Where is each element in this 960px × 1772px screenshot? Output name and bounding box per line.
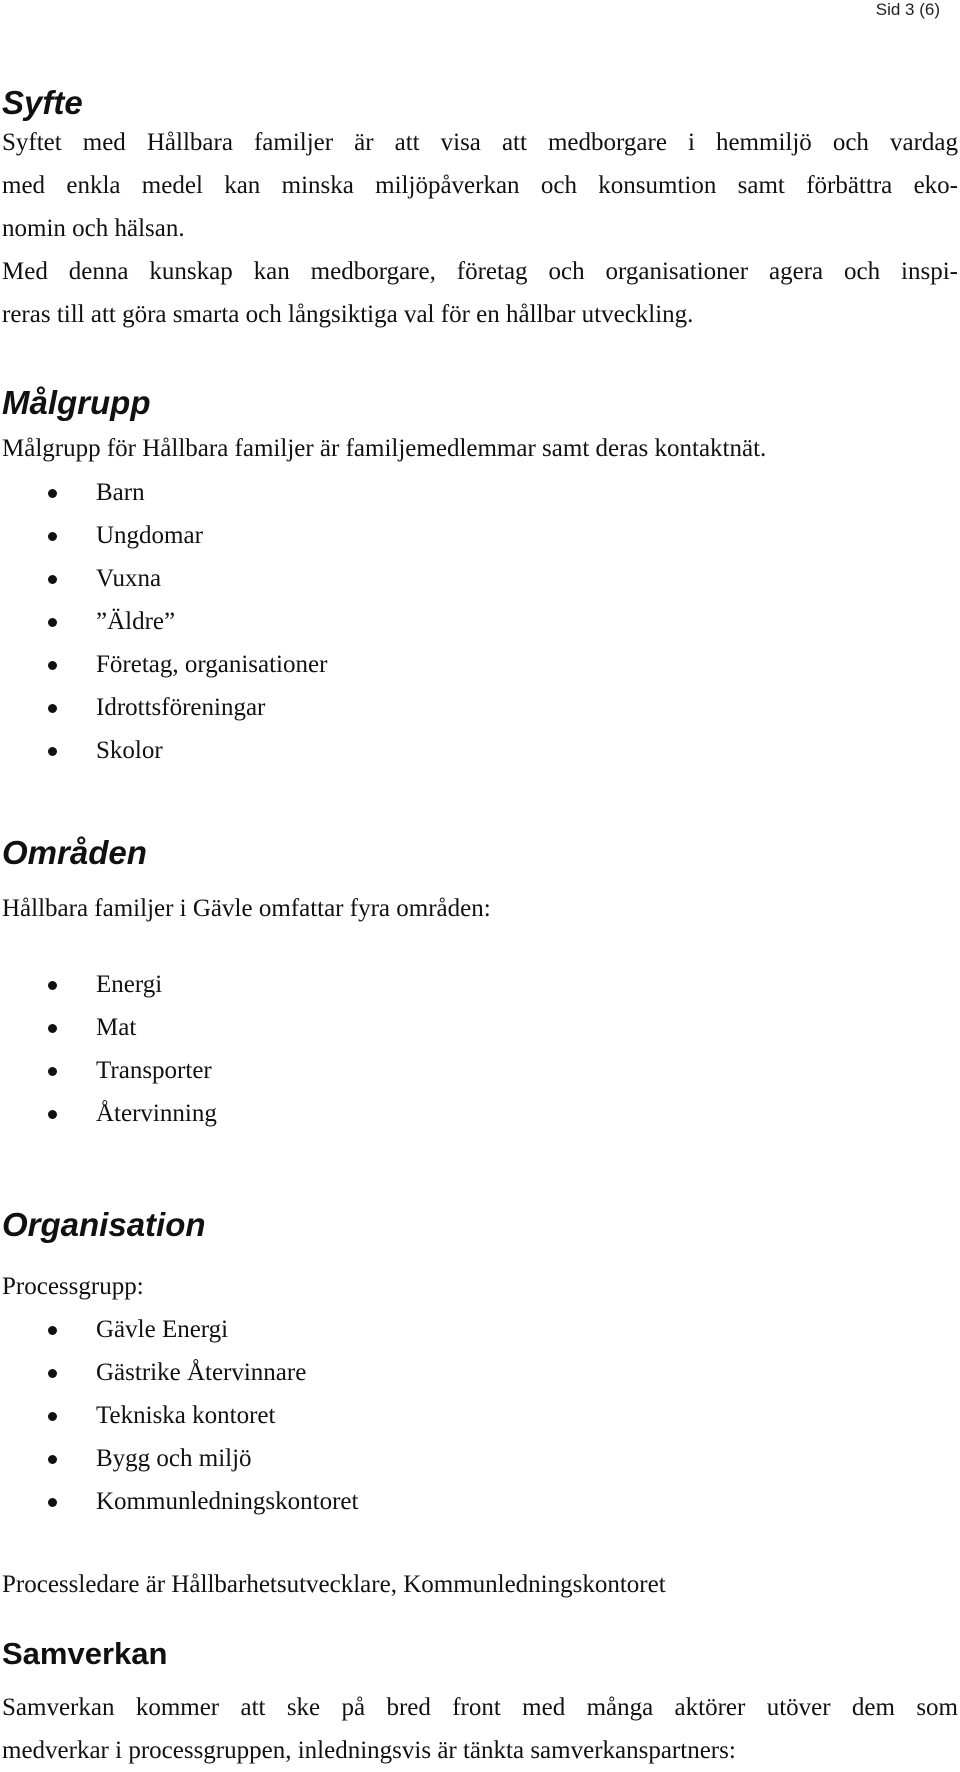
malgrupp-intro: Målgrupp för Hållbara familjer är familjemedlemmar samt deras kontaktnät. [2, 435, 767, 462]
samverkan-line-2: medverkar i processgruppen, inledningsvis är tänkta samverkanspartners: [2, 1737, 736, 1764]
list-item: Barn [0, 471, 327, 514]
heading-syfte: Syfte [2, 84, 83, 121]
page-number: Sid 3 (6) [875, 0, 940, 19]
omraden-intro: Hållbara familjer i Gävle omfattar fyra områden: [2, 895, 491, 922]
omraden-list [0, 963, 217, 1135]
syfte-line-5: reras till att göra smarta och långsiktiga val för en hållbar utveckling. [2, 301, 694, 328]
list-item: Transporter [0, 1049, 217, 1092]
list-item: Företag, organisationer [0, 643, 327, 686]
malgrupp-list [0, 471, 327, 772]
list-item: Idrottsföreningar [0, 686, 327, 729]
list-item: Tekniska kontoret [0, 1394, 358, 1437]
samverkan-paragraph [2, 1686, 958, 1772]
heading-samverkan: Samverkan [2, 1636, 168, 1671]
list-item: Gästrike Återvinnare [0, 1351, 358, 1394]
syfte-line-3: nomin och hälsan. [2, 215, 185, 242]
list-item: Energi [0, 963, 217, 1006]
list-item: Kommunledningskontoret [0, 1480, 358, 1523]
list-item: Ungdomar [0, 514, 327, 557]
syfte-line-2: med enkla medel kan minska miljöpåverkan och konsumtion samt förbättra eko- [2, 172, 958, 199]
list-item: Mat [0, 1006, 217, 1049]
list-item: Vuxna [0, 557, 327, 600]
samverkan-line-1: Samverkan kommer att ske på bred front med många aktörer utöver dem som [2, 1694, 958, 1721]
organisation-list [0, 1308, 358, 1523]
heading-omraden: Områden [2, 834, 147, 871]
process-leader-text: Processledare är Hållbarhetsutvecklare, Kommunledningskontoret [2, 1571, 666, 1598]
heading-organisation: Organisation [2, 1206, 206, 1243]
list-item: Gävle Energi [0, 1308, 358, 1351]
heading-malgrupp: Målgrupp [2, 384, 151, 421]
syfte-line-4: Med denna kunskap kan medborgare, företag och organisationer agera och inspi- [2, 258, 958, 285]
list-item: Återvinning [0, 1092, 217, 1135]
syfte-line-1: Syftet med Hållbara familjer är att visa att medborgare i hemmiljö och vardag [2, 129, 958, 156]
list-item: ”Äldre” [0, 600, 327, 643]
syfte-paragraph [2, 121, 958, 336]
list-item: Bygg och miljö [0, 1437, 358, 1480]
organisation-intro: Processgrupp: [2, 1273, 144, 1300]
list-item: Skolor [0, 729, 327, 772]
